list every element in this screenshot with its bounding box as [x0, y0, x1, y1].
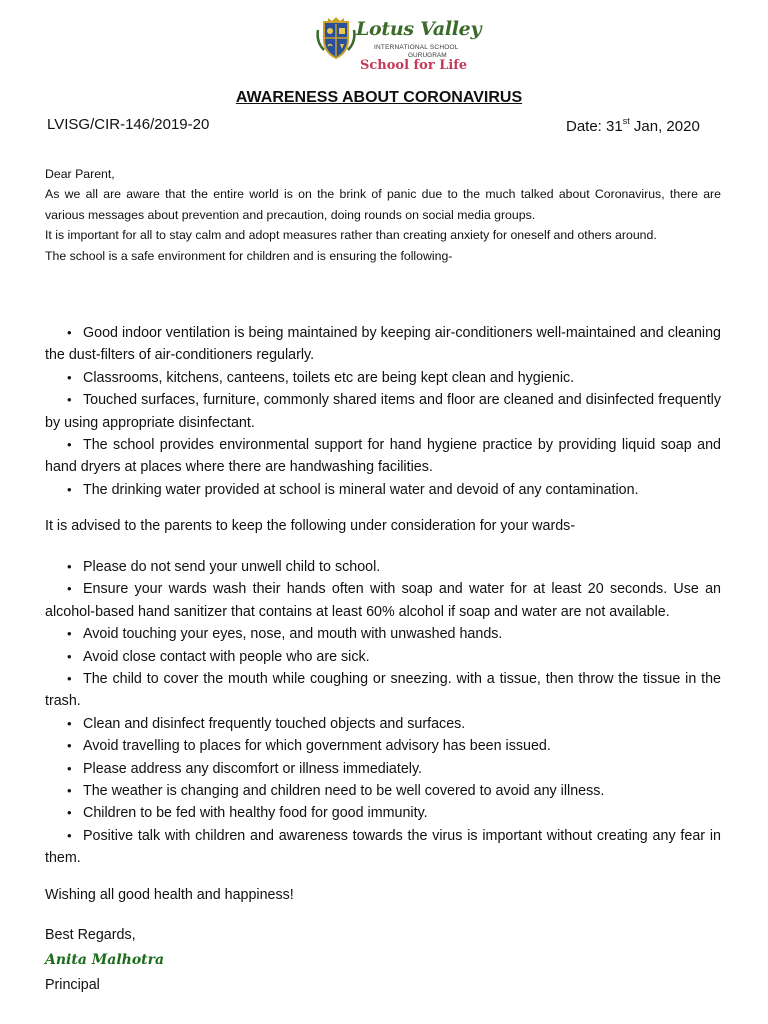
parent-advice-list: [45, 556, 721, 870]
list-item: [45, 389, 721, 434]
list-item-text: Good indoor ventilation is being maintained by keeping air-conditioners well-maintained and cleaning the dust-filters of air-conditioners regularly.: [45, 325, 721, 364]
advice-heading: It is advised to the parents to keep the following under consideration for your wards-: [45, 518, 576, 534]
bullet-icon: •: [67, 559, 72, 574]
signatory-designation: Principal: [45, 977, 100, 993]
intro-paragraph: The school is a safe environment for children and is ensuring the following-: [45, 248, 453, 263]
date-superscript: st: [622, 116, 630, 126]
bullet-icon: •: [67, 626, 72, 642]
logo-school-name: Lotus Valley: [356, 18, 482, 40]
list-item: [45, 758, 721, 780]
bullet-icon: •: [67, 581, 72, 597]
list-item: [45, 434, 721, 479]
list-item-text: The weather is changing and children need to be well covered to avoid any illness.: [83, 783, 605, 800]
circular-reference-number: LVISG/CIR-146/2019-20: [47, 116, 210, 133]
list-item-text: Positive talk with children and awareness towards the virus is important without creating any fear in them.: [45, 827, 721, 867]
bullet-icon: •: [67, 760, 72, 776]
list-item: [45, 646, 721, 668]
logo-tagline: School for Life: [360, 58, 468, 73]
list-item: [45, 825, 721, 870]
intro-paragraph: It is important for all to stay calm and adopt measures rather than creating anxiety for oneself and others around.: [45, 228, 657, 243]
list-item-text: Clean and disinfect frequently touched objects and surfaces.: [83, 715, 466, 732]
closing-wish: Wishing all good health and happiness!: [45, 887, 294, 903]
bullet-icon: •: [67, 805, 72, 821]
logo-subtitle-line2: GURUGRAM: [408, 52, 447, 59]
date-prefix: Date: 31: [566, 118, 623, 135]
bullet-icon: •: [67, 671, 72, 687]
bullet-icon: •: [67, 325, 72, 340]
list-item: [45, 780, 721, 802]
list-item-text: Children to be fed with healthy food for good immunity.: [83, 805, 428, 822]
list-item: [45, 479, 721, 501]
bullet-icon: •: [67, 437, 72, 453]
list-item: [45, 322, 721, 367]
list-item-text: Classrooms, kitchens, canteens, toilets etc are being kept clean and hygienic.: [83, 369, 575, 386]
list-item-text: Avoid close contact with people who are sick.: [83, 648, 370, 665]
list-item-text: Avoid travelling to places for which government advisory has been issued.: [83, 738, 551, 755]
principal-signature: Anita Malhotra: [45, 952, 165, 968]
list-item: [45, 668, 721, 713]
list-item: [45, 556, 721, 578]
list-item: [45, 735, 721, 757]
list-item: [45, 578, 721, 623]
circular-date: [566, 116, 700, 135]
bullet-icon: •: [67, 369, 72, 385]
school-measures-list: [45, 322, 721, 501]
list-item-text: Ensure your wards wash their hands often with soap and water for at least 20 seconds. Use an alcohol-based hand sanitizer that contains at least 60% alcohol if soap and water are not available.: [45, 581, 721, 620]
list-item-text: Please address any discomfort or illness immediately.: [83, 760, 423, 777]
bullet-icon: •: [67, 481, 72, 497]
intro-section: [45, 164, 721, 266]
closing-regards: Best Regards,: [45, 927, 136, 943]
list-item: [45, 367, 721, 389]
bullet-icon: •: [67, 738, 72, 754]
list-item-text: Please do not send your unwell child to school.: [83, 559, 381, 575]
list-item-text: Touched surfaces, furniture, commonly shared items and floor are cleaned and disinfected frequently by using appropriate disinfectant.: [45, 392, 721, 431]
list-item-text: The child to cover the mouth while coughing or sneezing. with a tissue, then throw the tissue in the trash.: [45, 671, 721, 710]
list-item-text: Avoid touching your eyes, nose, and mouth with unwashed hands.: [83, 626, 503, 643]
bullet-icon: •: [67, 715, 72, 731]
bullet-icon: •: [67, 392, 72, 408]
list-item-text: The school provides environmental support for hand hygiene practice by providing liquid soap and hand dryers at places where there are handwashing facilities.: [45, 437, 721, 476]
list-item: [45, 713, 721, 735]
list-item-text: The drinking water provided at school is mineral water and devoid of any contamination.: [83, 481, 639, 498]
school-logo: [316, 14, 482, 78]
salutation: Dear Parent,: [45, 167, 115, 181]
school-crest-icon: [316, 16, 356, 60]
bullet-icon: •: [67, 648, 72, 664]
list-item: [45, 802, 721, 824]
bullet-icon: •: [67, 827, 72, 843]
intro-paragraph: As we all are aware that the entire world is on the brink of panic due to the much talked about Coronavirus, there are various messages about prevention and precaution, doing rounds on social media groups.: [45, 187, 721, 222]
bullet-icon: •: [67, 783, 72, 799]
date-suffix: Jan, 2020: [629, 118, 700, 135]
circular-title: AWARENESS ABOUT CORONAVIRUS: [235, 89, 523, 106]
logo-subtitle-line1: INTERNATIONAL SCHOOL: [374, 44, 459, 51]
list-item: [45, 623, 721, 645]
